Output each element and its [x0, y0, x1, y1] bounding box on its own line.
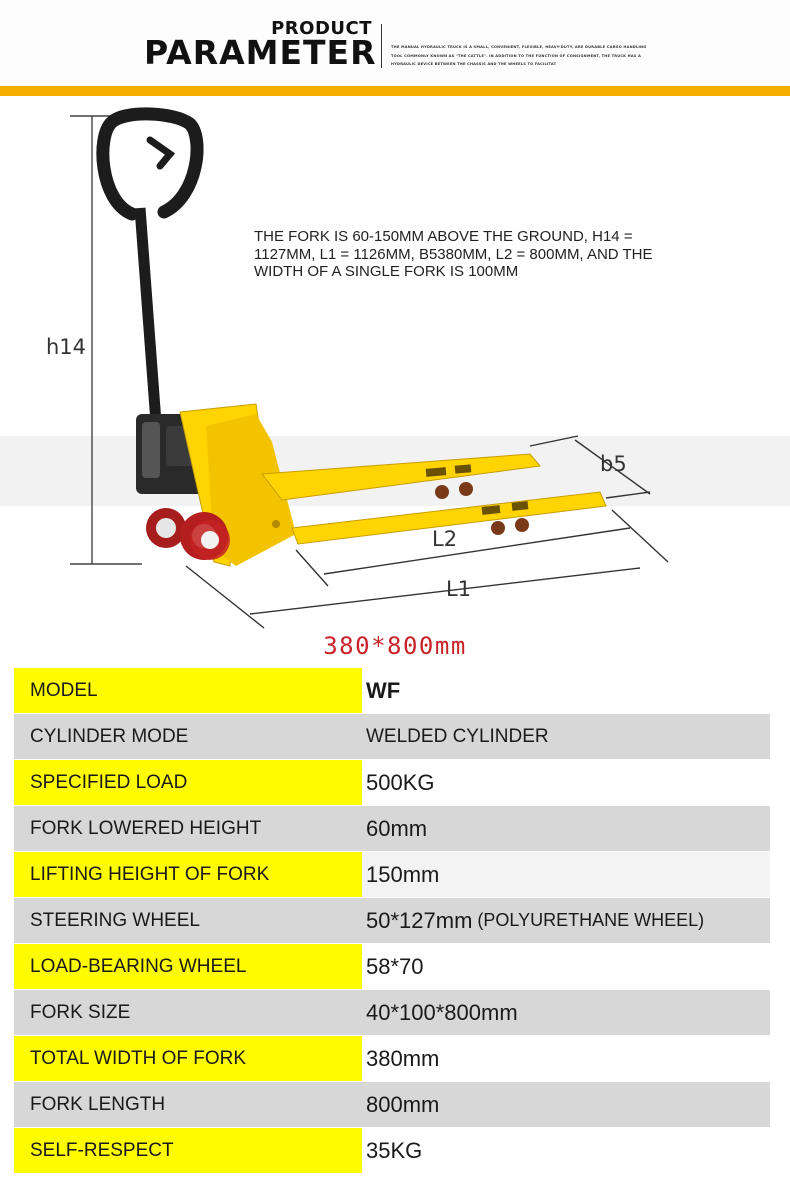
title-divider — [381, 24, 382, 68]
spec-label: MODEL — [14, 668, 362, 713]
spec-value: 50*127mm — [366, 907, 473, 933]
spec-value: 500KG — [362, 760, 770, 805]
spec-value: WELDED CYLINDER — [362, 714, 770, 759]
spec-value: 58*70 — [362, 944, 770, 989]
table-row — [14, 1082, 770, 1127]
table-row — [14, 898, 770, 943]
spec-value: 40*100*800mm — [362, 990, 770, 1035]
spec-label: TOTAL WIDTH OF FORK — [14, 1036, 362, 1081]
spec-label: SELF-RESPECT — [14, 1128, 362, 1173]
table-row — [14, 852, 770, 897]
spec-value: 150mm — [362, 852, 770, 897]
accent-bar — [0, 86, 790, 96]
spec-label: LIFTING HEIGHT OF FORK — [14, 852, 362, 897]
label-h14: h14 — [46, 335, 87, 359]
title-product: PRODUCT — [271, 18, 372, 39]
table-row — [14, 944, 770, 989]
page-header — [0, 0, 790, 86]
table-row — [14, 714, 770, 759]
spec-label: LOAD-BEARING WHEEL — [14, 944, 362, 989]
fork-description: THE FORK IS 60-150MM ABOVE THE GROUND, H14 = 1127MM, L1 = 1126MM, B5380MM, L2 = 800MM, AND THE WIDTH OF A SINGLE FORK IS 100MM — [254, 228, 653, 280]
spec-label: FORK LOWERED HEIGHT — [14, 806, 362, 851]
l1-dimension-line — [186, 566, 640, 628]
table-row — [14, 668, 770, 713]
header-description: THE MANUAL HYDRAULIC TRUCK IS A SMALL, CONVENIENT, FLEXIBLE, HEAVY-DUTY, ARE DURABLE CARGO HANDLING TOOL COMMONLY KNOWN AS "THE CATTLE". IN ADDITION TO THE FUNCTION OF CONSIGNMENT, THE TRUCK HAS A HYDRAULIC DEVICE BETWEEN THE CHASSIS AND THE WHEELS TO FACILITAT — [391, 45, 647, 66]
spec-label: STEERING WHEEL — [14, 898, 362, 943]
spec-value-note: (POLYURETHANE WHEEL) — [477, 910, 705, 930]
spec-value: 380mm — [362, 1036, 770, 1081]
spec-label: CYLINDER MODE — [14, 714, 362, 759]
table-row — [14, 1036, 770, 1081]
spec-value: 800mm — [362, 1082, 770, 1127]
table-row — [14, 1128, 770, 1173]
fork-size-label: 380*800mm — [323, 632, 467, 660]
table-row — [14, 990, 770, 1035]
table-row — [14, 760, 770, 805]
handle — [103, 114, 197, 214]
label-b5: b5 — [600, 452, 627, 476]
product-diagram — [0, 96, 790, 666]
spec-label: SPECIFIED LOAD — [14, 760, 362, 805]
spec-label: FORK LENGTH — [14, 1082, 362, 1127]
pallet-truck-illustration — [0, 96, 790, 666]
table-row — [14, 806, 770, 851]
spec-value: 60mm — [362, 806, 770, 851]
spec-value-wrap — [362, 898, 770, 943]
spec-value: WF — [362, 668, 770, 713]
title-parameter: PARAMETER — [144, 33, 377, 72]
spec-value: 35KG — [362, 1128, 770, 1173]
label-l2: L2 — [432, 527, 458, 551]
label-l1: L1 — [446, 577, 472, 601]
spec-label: FORK SIZE — [14, 990, 362, 1035]
